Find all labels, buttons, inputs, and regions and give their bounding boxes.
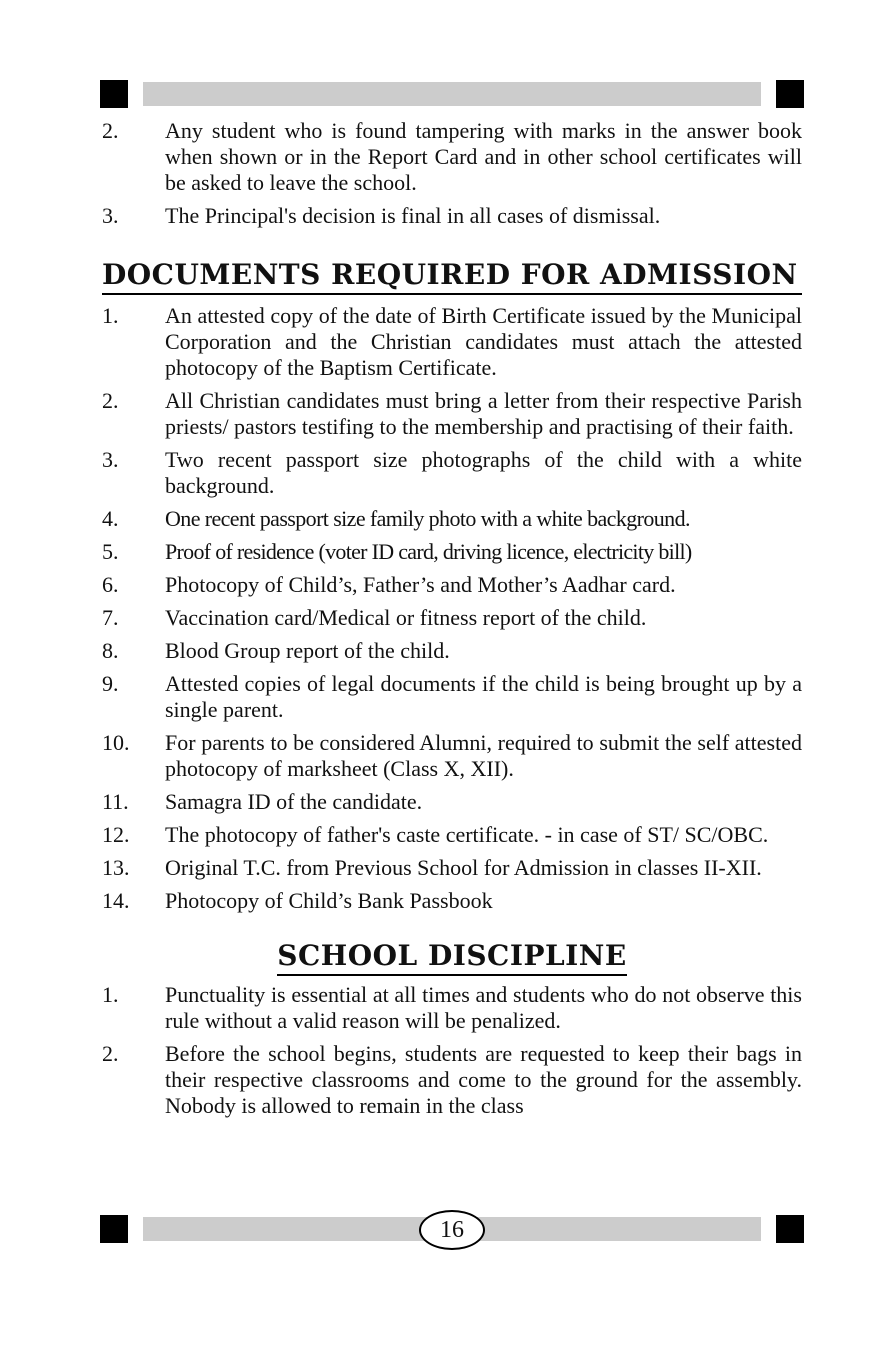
list-item xyxy=(102,638,802,664)
item-number: 3. xyxy=(102,447,119,472)
discipline-heading: SCHOOL DISCIPLINE xyxy=(277,938,626,976)
item-text: Vaccination card/Medical or fitness report of the child. xyxy=(165,605,647,630)
list-item xyxy=(102,203,802,229)
list-item xyxy=(102,982,802,1034)
item-text: Photocopy of Child’s, Father’s and Mother’s Aadhar card. xyxy=(165,572,676,597)
item-text: Two recent passport size photographs of the child with a white background. xyxy=(165,447,802,498)
item-text: One recent passport size family photo with a white background. xyxy=(165,506,690,531)
list-item xyxy=(102,789,802,815)
item-number: 4. xyxy=(102,506,119,531)
item-number: 3. xyxy=(102,203,119,228)
item-text: Any student who is found tampering with marks in the answer book when shown or in the Report Card and in other school certificates will be asked to leave the school. xyxy=(165,118,802,195)
item-number: 1. xyxy=(102,982,119,1007)
list-item xyxy=(102,447,802,499)
item-text: Original T.C. from Previous School for Admission in classes II-XII. xyxy=(165,855,762,880)
item-number: 7. xyxy=(102,605,119,630)
list-item xyxy=(102,388,802,440)
item-text: An attested copy of the date of Birth Certificate issued by the Municipal Corporation and the Christian candidates must attach the attested photocopy of the Baptism Certificate. xyxy=(165,303,802,380)
page-content xyxy=(102,118,802,1126)
list-item xyxy=(102,506,802,532)
item-number: 10. xyxy=(102,730,130,755)
page-number: 16 xyxy=(419,1210,485,1250)
item-number: 8. xyxy=(102,638,119,663)
item-text: For parents to be considered Alumni, required to submit the self attested photocopy of marksheet (Class X, XII). xyxy=(165,730,802,781)
left-square-ornament xyxy=(100,1215,128,1243)
right-square-ornament xyxy=(776,80,804,108)
item-text: Before the school begins, students are requested to keep their bags in their respective classrooms and come to the ground for the assembly. Nobody is allowed to remain in the class xyxy=(165,1041,802,1118)
list-item xyxy=(102,118,802,196)
list-item xyxy=(102,1041,802,1119)
list-item xyxy=(102,822,802,848)
item-number: 6. xyxy=(102,572,119,597)
item-number: 2. xyxy=(102,388,119,413)
item-number: 2. xyxy=(102,1041,119,1066)
item-text: The photocopy of father's caste certificate. - in case of ST/ SC/OBC. xyxy=(165,822,769,847)
list-item xyxy=(102,303,802,381)
documents-heading: DOCUMENTS REQUIRED FOR ADMISSION xyxy=(102,257,802,295)
item-text: Attested copies of legal documents if the child is being brought up by a single parent. xyxy=(165,671,802,722)
item-text: Blood Group report of the child. xyxy=(165,638,450,663)
list-item xyxy=(102,671,802,723)
intro-list xyxy=(102,118,802,229)
gray-band xyxy=(143,82,761,106)
item-text: All Christian candidates must bring a letter from their respective Parish priests/ pastors testifing to the membership and practising of their faith. xyxy=(165,388,802,439)
list-item xyxy=(102,730,802,782)
list-item xyxy=(102,855,802,881)
item-number: 9. xyxy=(102,671,119,696)
documents-list xyxy=(102,303,802,914)
item-number: 2. xyxy=(102,118,119,143)
discipline-list xyxy=(102,982,802,1119)
item-number: 13. xyxy=(102,855,130,880)
discipline-heading-wrap xyxy=(102,938,802,976)
list-item xyxy=(102,572,802,598)
right-square-ornament xyxy=(776,1215,804,1243)
item-number: 5. xyxy=(102,539,119,564)
item-text: The Principal's decision is final in all cases of dismissal. xyxy=(165,203,661,228)
list-item xyxy=(102,539,802,565)
item-number: 14. xyxy=(102,888,130,913)
item-number: 11. xyxy=(102,789,129,814)
header-decoration-bar xyxy=(100,80,804,108)
item-text: Samagra ID of the candidate. xyxy=(165,789,423,814)
item-number: 12. xyxy=(102,822,130,847)
item-number: 1. xyxy=(102,303,119,328)
item-text: Punctuality is essential at all times and students who do not observe this rule without a valid reason will be penalized. xyxy=(165,982,802,1033)
list-item xyxy=(102,605,802,631)
item-text: Proof of residence (voter ID card, driving licence, electricity bill) xyxy=(165,539,692,564)
list-item xyxy=(102,888,802,914)
left-square-ornament xyxy=(100,80,128,108)
item-text: Photocopy of Child’s Bank Passbook xyxy=(165,888,493,913)
footer-decoration-bar xyxy=(100,1215,804,1243)
